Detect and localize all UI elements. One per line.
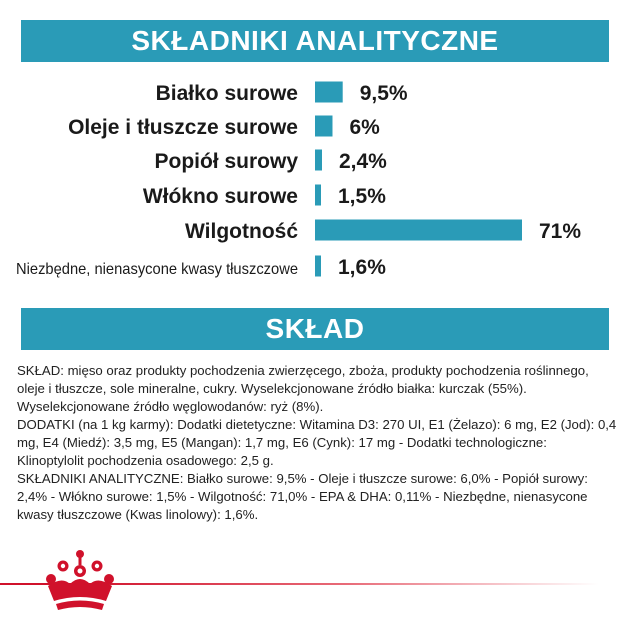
analytical-title: SKŁADNIKI ANALITYCZNE xyxy=(21,20,609,62)
value-label: 71% xyxy=(539,220,582,243)
composition-title: SKŁAD xyxy=(21,308,609,350)
data-bar xyxy=(315,82,343,103)
composition-paragraph-analytical: SKŁADNIKI ANALITYCZNE: Białko surowe: 9,5% - Oleje i tłuszcze surowe: 6,0% - Popiół surowy: 2,4% - Włókno surowe: 1,5% - Wilgotność: 71,0% - EPA & DHA: 0,11% - Niezbędne, nienasycone kwasy tłuszczowe (Kwas linolowy): 1,6%. xyxy=(17,471,588,522)
category-label: Włókno surowe xyxy=(142,185,298,208)
composition-paragraph-additives: DODATKI (na 1 kg karmy): Dodatki dietetyczne: Witamina D3: 270 UI, E1 (Żelazo): 6 mg, E2 (Jod): 0,4 mg, E4 (Miedź): 3,5 mg, E5 (Mangan): 1,7 mg, E6 (Cynk): 17 mg - Dodatki technologiczne: Klinoptylolit pochodzenia osadowego: 2,5 g. xyxy=(17,417,617,468)
value-label: 6% xyxy=(349,116,380,139)
data-bar xyxy=(315,150,322,171)
category-label: Popiół surowy xyxy=(154,150,298,173)
value-label: 1,6% xyxy=(338,256,386,279)
value-label: 9,5% xyxy=(359,82,408,105)
category-label: Wilgotność xyxy=(185,220,298,243)
category-label: Niezbędne, nienasycone kwasy tłuszczowe xyxy=(16,261,299,278)
value-label: 1,5% xyxy=(338,185,386,208)
data-bar xyxy=(315,116,332,137)
data-bar xyxy=(315,220,522,241)
category-label: Białko surowe xyxy=(155,82,298,105)
data-bar xyxy=(315,256,321,277)
royal-crown-icon xyxy=(42,546,118,618)
value-label: 2,4% xyxy=(338,150,387,173)
composition-paragraph-ingredients: SKŁAD: mięso oraz produkty pochodzenia zwierzęcego, zboża, produkty pochodzenia roślinnego, oleje i tłuszcze, sole mineralne, cukry. Wyselekcjonowane źródło białka: kurczak (55%). Wyselekcjonowane źródło węglowodanów: ryż (8%). xyxy=(17,363,589,414)
category-label: Oleje i tłuszcze surowe xyxy=(68,116,298,139)
composition-text xyxy=(17,362,617,524)
analytical-bar-chart xyxy=(0,70,630,295)
data-bar xyxy=(315,185,321,206)
